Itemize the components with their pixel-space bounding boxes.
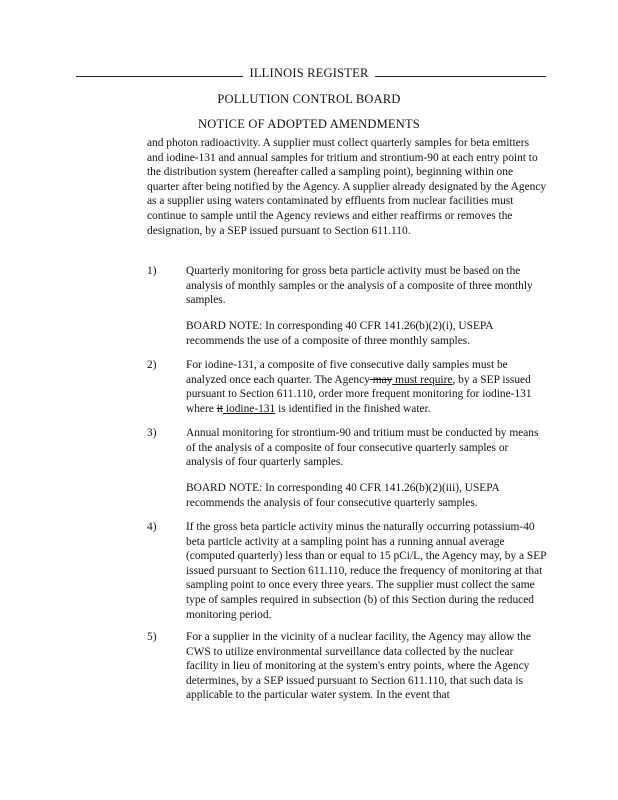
item-text — [186, 358, 547, 416]
item-text: For a supplier in the vicinity of a nuclear facility, the Agency may allow the CWS to utilize environmental surveillance data collected by the nuclear facility in lieu of monitoring at the system's entry points, where the Agency determines, by a SEP issued pursuant to Section 611.110, that such data is applicable to the particular water system. In the event that — [186, 631, 531, 702]
item-number: 3) — [147, 427, 157, 439]
item-text: If the gross beta particle activity minus the naturally occurring potassium-40 beta particle activity at a sampling point has a running annual average (computed quarterly) less than or equal to 15 pCi/L, the Agency may, by a SEP issued pursuant to Section 611.110, reduce the frequency of monitoring at that sampling point to once every three years. The supplier must collect the same type of samples required in subsection (b) of this Section during the reduced monitoring period. — [186, 521, 547, 621]
struck-text: it — [216, 402, 224, 415]
item-text: Annual monitoring for strontium-90 and tritium must be conducted by means of the analysis of a composite of four consecutive quarterly samples or analysis of four quarterly samples. — [186, 427, 539, 469]
item-number: 2) — [147, 359, 157, 371]
inserted-text: iodine-131 — [223, 402, 276, 415]
notice-title: NOTICE OF ADOPTED AMENDMENTS — [198, 117, 420, 131]
inserted-text: must require — [392, 373, 453, 386]
item-text-part: is identified in the finished water. — [275, 402, 431, 415]
intro-paragraph: and photon radioactivity. A supplier must collect quarterly samples for beta emitters and iodine-131 and annual samples for tritium and strontium-90 at each entry point to the distribution system (hereafter called a sampling point), beginning within one quarter after being notified by the Agency. A supplier already designated by the Agency as a supplier using waters contaminated by effluents from nuclear facilities must continue to sample until the Agency reviews and either reaffirms or removes the designation, by a SEP issued pursuant to Section 611.110. — [147, 137, 547, 237]
board-note-1: BOARD NOTE: In corresponding 40 CFR 141.26(b)(2)(i), USEPA recommends the use of a composite of three monthly samples. — [186, 320, 493, 347]
item-text: Quarterly monitoring for gross beta particle activity must be based on the analysis of monthly samples or the analysis of a composite of three monthly samples. — [186, 265, 533, 307]
item-text-part: For iodine-131, a composite of five consecutive daily samples must be analyzed once each quarter. The Agency — [186, 359, 508, 386]
item-number: 5) — [147, 631, 157, 643]
item-text-part: , by a SEP issued pursuant to Section 611.110, order more frequent monitoring for iodine-131 where — [186, 373, 532, 415]
struck-text: may — [369, 373, 393, 386]
item-number: 4) — [147, 521, 157, 533]
board-title: POLLUTION CONTROL BOARD — [217, 92, 401, 106]
item-number: 1) — [147, 265, 157, 277]
register-title: ILLINOIS REGISTER — [0, 66, 618, 81]
board-note-2: BOARD NOTE: In corresponding 40 CFR 141.26(b)(2)(iii), USEPA recommends the analysis of four consecutive quarterly samples. — [186, 482, 500, 509]
